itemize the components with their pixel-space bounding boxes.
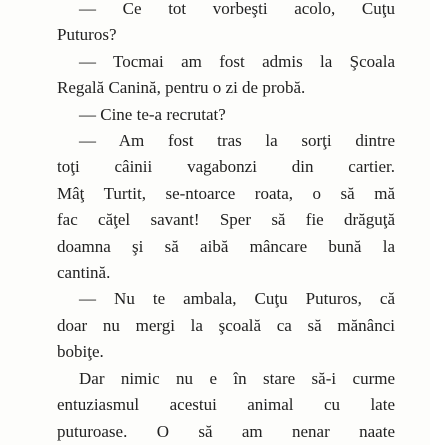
text-line: Dar nimic nu e în stare să-i curme [79, 368, 395, 388]
paragraph-dialogue-2 [35, 49, 395, 102]
text-line: cantină. [57, 263, 111, 283]
text-line: Mâţ Turtit, se-ntoarce roata, o să mă [57, 183, 395, 203]
text-line: entuziasmul acestui animal cu late [57, 395, 395, 415]
text-line: Puturos? [57, 25, 117, 45]
text-line: puturoase. O să am nenar naate [57, 421, 395, 441]
text-block [35, 0, 395, 445]
text-line: — Ce tot vorbeşti acolo, Cuţu [79, 0, 395, 18]
text-line: bobiţe. [57, 342, 104, 362]
text-line: — Am fost tras la sorţi dintre [79, 131, 395, 151]
paragraph-dialogue-1 [35, 0, 395, 49]
text-line: — Nu te ambala, Cuţu Puturos, că [79, 289, 395, 309]
paragraph-dialogue-5 [35, 286, 395, 365]
text-line: — Tocmai am fost admis la Şcoala [79, 51, 395, 71]
paragraph-narration [35, 366, 395, 445]
text-line: Regală Canină, pentru o zi de probă. [57, 78, 306, 98]
text-line: doar nu mergi la şcoală ca să mănânci [57, 315, 395, 335]
text-line: toţi câinii vagabonzi din cartier. [57, 157, 395, 177]
text-line: fac căţel savant! Sper să fie drăguţă [57, 210, 395, 230]
paragraph-dialogue-3 [35, 102, 395, 128]
text-line: — Cine te-a recrutat? [79, 104, 226, 124]
text-line: doamna şi să aibă mâncare bună la [57, 236, 395, 256]
paragraph-dialogue-4 [35, 128, 395, 286]
